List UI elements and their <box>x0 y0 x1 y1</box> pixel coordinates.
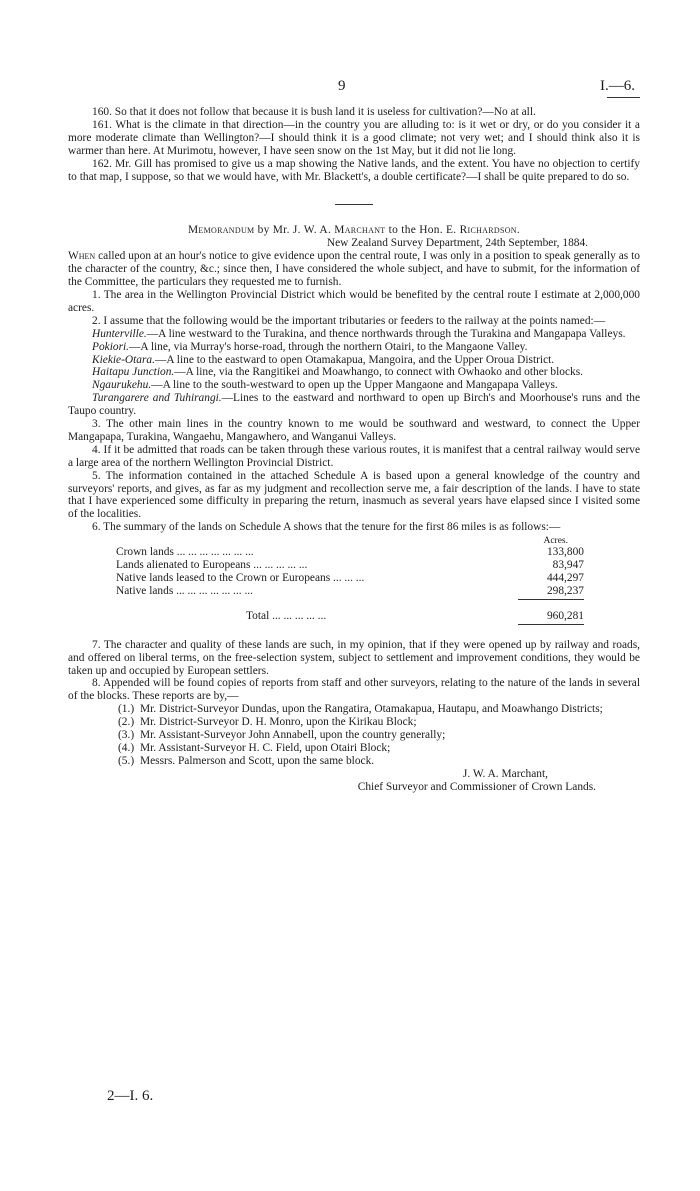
signature-name: J. W. A. Marchant, <box>462 767 548 780</box>
table-total-row <box>116 610 584 623</box>
report-item <box>118 703 640 716</box>
memo-paragraph-2: 2. I assume that the following would be the important tributaries or feeders to the railway at the points named:— <box>92 314 606 327</box>
feeder-text: —Lines to the eastward and northward to open up Birch's and Moorhouse's runs and the Taupo country. <box>68 392 640 418</box>
footer-signature-mark: 2—I. 6. <box>107 1088 154 1104</box>
memo-recipient: Richardson. <box>459 224 520 237</box>
table-total-value: 960,281 <box>546 609 584 622</box>
memo-title-to: to the Hon. E. <box>388 224 457 237</box>
memo-intro-text: called upon at an hour's notice to give evidence upon the central route, I was only in a position to speak generally as to the character of the country, &c.; since then, I have considered the whole subject, and have to submit, for the information of the Committee, the particulars they requested me to furnish. <box>68 250 640 289</box>
report-list <box>68 703 640 768</box>
question-160: 160. So that it does not follow that because it is bush land it is useless for cultivation?—No at all. <box>92 106 536 118</box>
document-reference: I.—6. <box>600 78 635 94</box>
memo-title-lead: Memorandum <box>187 224 255 237</box>
feeder-place: Turangarere and Tuhirangi. <box>92 392 222 405</box>
memo-intro-lead: When <box>68 250 96 263</box>
page-number: 9 <box>338 78 346 94</box>
table-row-value: 444,297 <box>546 572 584 584</box>
question-162: 162. Mr. Gill has promised to give us a map showing the Native lands, and the extent. You have no objection to certify to that map, I suppose, so that we would have, with Mr. Blackett's, a double certificate?—I shall be quite prepared to do so. <box>68 157 640 183</box>
report-number: (3.) <box>118 729 135 742</box>
memo-paragraph-3: 3. The other main lines in the country known to me would be southward and westward, to connect the Upper Mangapapa, Turakina, Wangaehu, Mangawhero, and Wanganui Valleys. <box>68 418 640 443</box>
page-body <box>68 74 640 794</box>
table-total-label: Total ... ... ... ... ... <box>246 609 327 622</box>
report-text: Mr. District-Surveyor D. H. Monro, upon the Kirikau Block; <box>140 716 417 729</box>
signature-title: Chief Surveyor and Commissioner of Crown Lands. <box>357 780 596 793</box>
feeder-item <box>68 392 640 418</box>
feeder-text: —A line to the eastward to open Otamakapua, Mangoira, and the Upper Oroua District. <box>154 353 555 366</box>
feeder-place: Kiekie-Otara. <box>92 353 155 366</box>
table-row-label: Crown lands ... ... ... ... ... ... ... <box>116 546 254 559</box>
feeder-text: —A line, via Murray's horse-road, through the northern Otairi, to the Mangaone Valley. <box>129 340 528 353</box>
table-row-label: Native lands ... ... ... ... ... ... ... <box>116 584 253 597</box>
feeder-place: Pokiori. <box>92 340 130 353</box>
section-separator <box>335 204 373 205</box>
report-number: (2.) <box>118 716 135 729</box>
memo-title <box>68 224 640 237</box>
table-row-value: 133,800 <box>546 546 584 559</box>
table-row-value: 83,947 <box>552 559 584 572</box>
feeder-text: —A line, via the Rangitikei and Moawhango, to connect with Owhaoko and other blocks. <box>174 366 583 379</box>
feeder-item <box>68 341 640 354</box>
memo-paragraph-4: 4. If it be admitted that roads can be taken through these various routes, it is manifest that a central railway would serve a large area of the northern Wellington Provincial District. <box>68 443 640 469</box>
report-item <box>118 742 640 755</box>
table-row <box>116 572 584 585</box>
report-number: (1.) <box>118 703 135 716</box>
memo-paragraph-5: 5. The information contained in the attached Schedule A is based upon a general knowledge of the country and surveyors' reports, and gives, as far as my judgment and recollection serve me, a fair description of the lands. I have to state that I have experienced some difficulty in preparing the return, inasmuch as several years have elapsed since I visited some of the localities. <box>68 469 640 521</box>
table-total-rule <box>518 624 584 625</box>
memo-author: Marchant <box>334 224 386 237</box>
report-text: Messrs. Palmerson and Scott, upon the same block. <box>140 754 375 767</box>
memo-title-by: by Mr. J. W. A. <box>257 224 332 237</box>
feeder-item <box>68 354 640 367</box>
report-text: Mr. District-Surveyor Dundas, upon the Rangatira, Otamakapua, Hautapu, and Moawhango Districts; <box>140 703 603 716</box>
report-text: Mr. Assistant-Surveyor John Annabell, upon the country generally; <box>140 729 446 742</box>
report-item <box>118 729 640 742</box>
land-tenure-table <box>116 536 584 625</box>
table-sum-rule <box>518 599 584 600</box>
memo-intro <box>68 250 640 289</box>
report-text: Mr. Assistant-Surveyor H. C. Field, upon Otairi Block; <box>140 741 391 754</box>
feeder-item <box>68 379 640 392</box>
memo-paragraph-7: 7. The character and quality of these lands are such, in my opinion, that if they were opened up by railway and roads, and offered on liberal terms, on the free-selection system, subject to settlement and improvement conditions, they would be taken up and occupied by European settlers. <box>68 638 640 677</box>
question-161: 161. What is the climate in that direction—in the country you are alluding to: is it wet or dry, or do you consider it a more moderate climate than Wellington?—I should think it is a good climate; not very wet; and I should think also it is warmer than here. At Murimotu, however, I have seen snow on the 1st May, but it did not lie long. <box>68 118 640 157</box>
table-unit-header: Acres. <box>543 536 568 547</box>
report-item <box>118 755 640 768</box>
table-row <box>116 585 584 598</box>
feeder-text: —A line westward to the Turakina, and thence northwards through the Turakina and Mangapapa Valleys. <box>146 327 626 340</box>
feeder-place: Hunterville. <box>92 327 147 340</box>
feeder-place: Haitapu Junction. <box>92 366 175 379</box>
feeder-place: Ngaurukehu. <box>92 379 152 392</box>
feeder-item <box>68 328 640 341</box>
table-row-label: Lands alienated to Europeans ... ... ... ... ... <box>116 559 308 572</box>
memo-paragraph-6: 6. The summary of the lands on Schedule A shows that the tenure for the first 86 miles is as follows:— <box>92 521 561 534</box>
memo-paragraph-1: 1. The area in the Wellington Provincial District which would be benefited by the central route I estimate at 2,000,000 acres. <box>68 288 640 314</box>
table-row <box>116 559 584 572</box>
report-number: (4.) <box>118 741 135 754</box>
table-row-label: Native lands leased to the Crown or Europeans ... ... ... <box>116 572 365 584</box>
report-item <box>118 716 640 729</box>
feeder-item <box>68 366 640 379</box>
table-row <box>116 546 584 559</box>
feeder-list <box>68 328 640 418</box>
feeder-text: —A line to the south-westward to open up the Upper Mangaone and Mangapapa Valleys. <box>151 379 558 392</box>
report-number: (5.) <box>118 754 135 767</box>
memo-paragraph-8: 8. Appended will be found copies of reports from staff and other surveyors, relating to the nature of the lands in several of the blocks. These reports are by,— <box>68 677 640 703</box>
table-row-value: 298,237 <box>546 584 584 597</box>
evidence-questions <box>68 106 640 183</box>
memo-date-line: New Zealand Survey Department, 24th September, 1884. <box>326 237 588 250</box>
